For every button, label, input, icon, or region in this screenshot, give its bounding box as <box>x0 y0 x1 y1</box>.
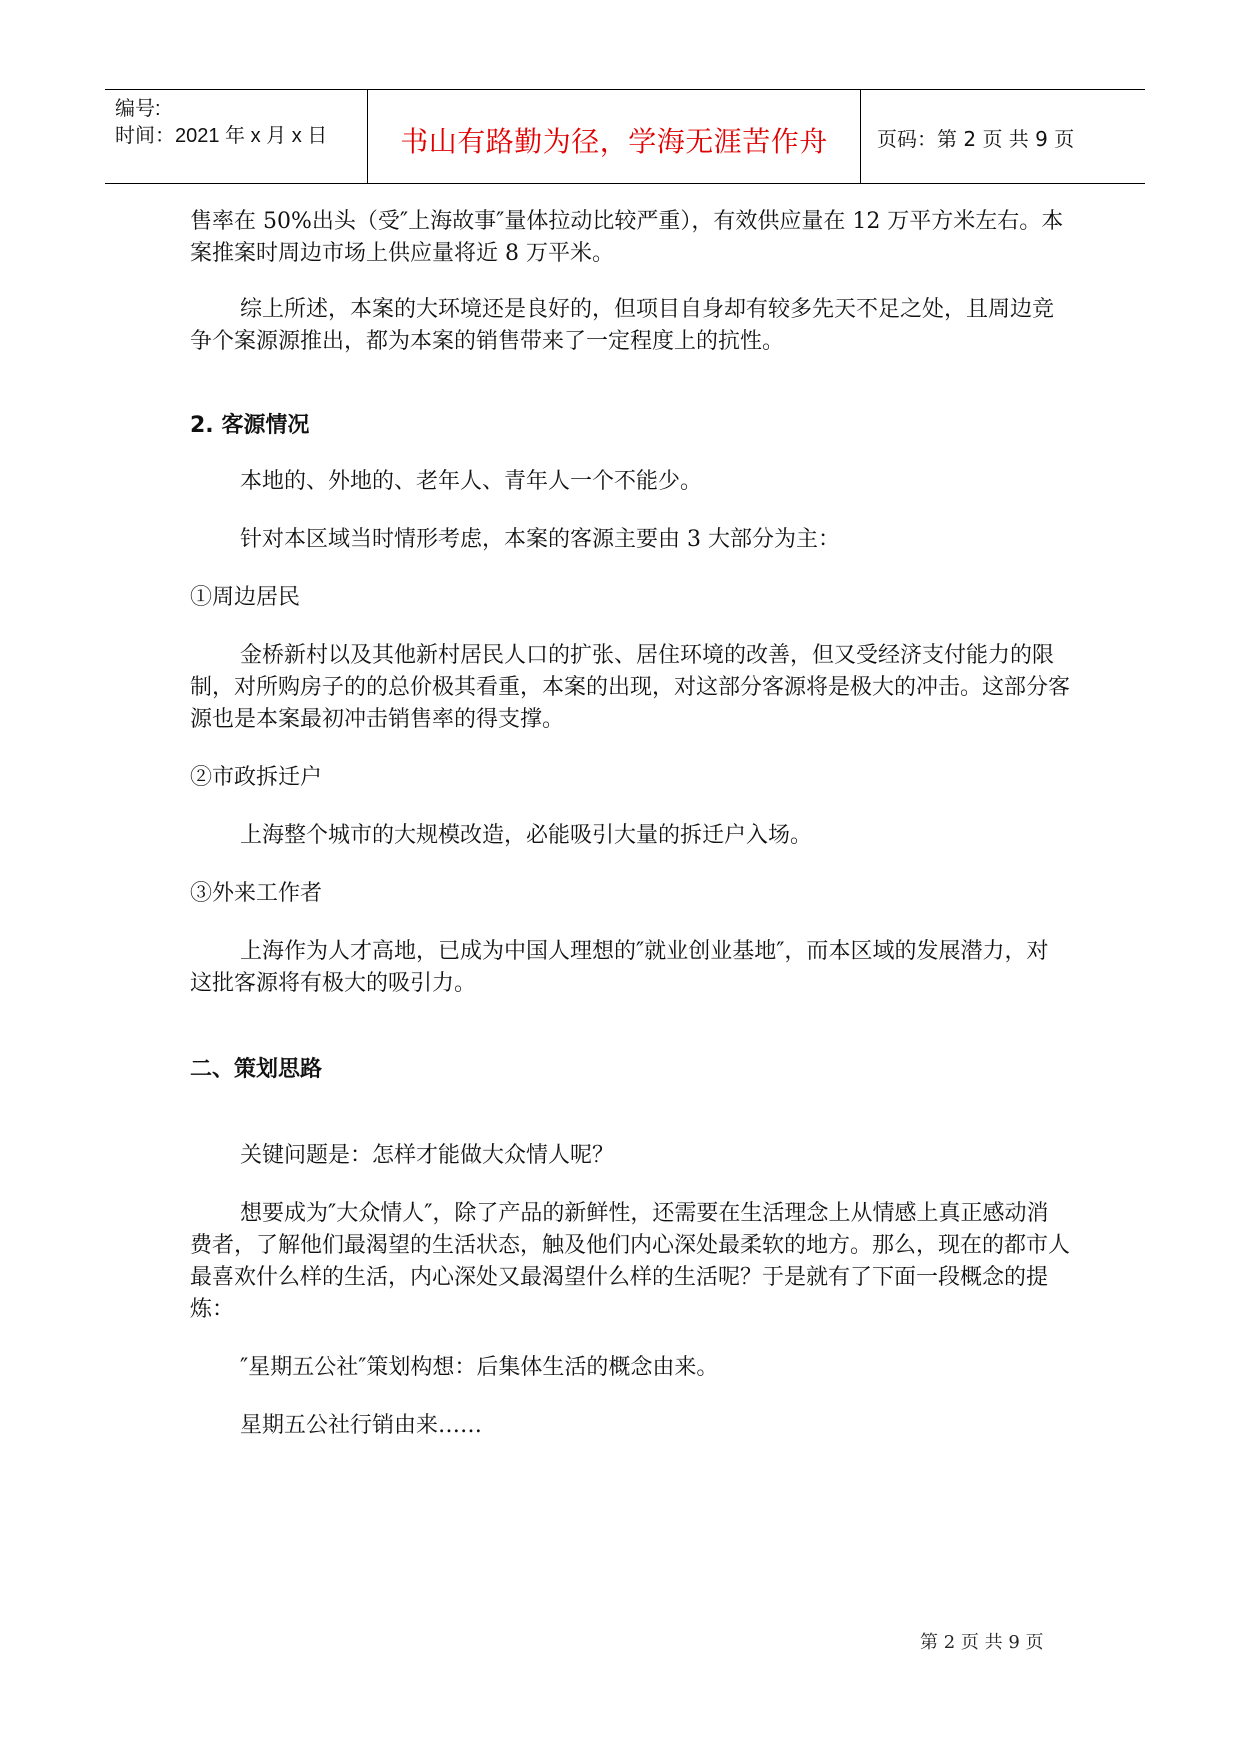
header-right-cell <box>861 90 1145 183</box>
spacer <box>190 910 1070 936</box>
spacer <box>190 1384 1070 1410</box>
list-item-title: ①周边居民 <box>190 585 301 610</box>
spacer <box>190 614 1070 640</box>
spacer <box>190 442 1070 466</box>
header-motto-cell <box>367 90 861 183</box>
serial-label: 编号: <box>115 98 161 120</box>
spacer <box>190 794 1070 820</box>
paragraph: 想要成为″大众情人″，除了产品的新鲜性，还需要在生活理念上从情感上真正感动消费者，了解他们最渴望的生活状态，触及他们内心深处最柔软的地方。那么，现在的都市人最喜欢什么样的生活，内心深处又最渴望什么样的生活呢？于是就有了下面一段概念的提炼： <box>190 1201 1071 1322</box>
paragraph: 综上所述，本案的大环境还是良好的，但项目自身却有较多先天不足之处，且周边竞争个案源源推出，都为本案的销售带来了一定程度上的抗性。 <box>190 297 1055 354</box>
paragraph: 售率在 50%出头（受″上海故事″量体拉动比较严重），有效供应量在 12 万平方米左右。本案推案时周边市场上供应量将近 8 万平米。 <box>190 209 1064 266</box>
spacer <box>190 1086 1070 1140</box>
list-item-title: ③外来工作者 <box>190 881 323 906</box>
paragraph: ″星期五公社″策划构想：后集体生活的概念由来。 <box>240 1355 719 1380</box>
section-heading: 2. 客源情况 <box>190 413 310 438</box>
list-item-title: ②市政拆迁户 <box>190 765 323 790</box>
spacer <box>190 358 1070 410</box>
spacer <box>190 270 1070 294</box>
page-footer: 第 2 页 共 9 页 <box>920 1632 1044 1653</box>
paragraph: 本地的、外地的、老年人、青年人一个不能少。 <box>240 469 703 494</box>
paragraph: 上海整个城市的大规模改造，必能吸引大量的拆迁户入场。 <box>240 823 813 848</box>
document-body <box>190 206 1070 1442</box>
paragraph: 星期五公社行销由来…… <box>240 1413 483 1438</box>
spacer <box>190 556 1070 582</box>
spacer <box>190 852 1070 878</box>
header-motto: 书山有路勤为径，学海无涯苦作舟 <box>400 125 828 158</box>
time-label: 时间：2021 年 x 月 x 日 <box>115 125 328 147</box>
paragraph: 金桥新村以及其他新村居民人口的扩张、居住环境的改善，但又受经济支付能力的限制，对所购房子的的总价极其看重，本案的出现，对这部分客源将是极大的冲击。这部分客源也是本案最初冲击销售率的得支撑。 <box>190 643 1071 732</box>
spacer <box>190 1172 1070 1198</box>
spacer <box>190 1326 1070 1352</box>
section-heading: 二、策划思路 <box>190 1057 323 1082</box>
page-header <box>105 89 1145 184</box>
spacer <box>190 736 1070 762</box>
header-left-cell <box>105 90 367 183</box>
paragraph: 上海作为人才高地，已成为中国人理想的″就业创业基地″，而本区域的发展潜力，对这批客源将有极大的吸引力。 <box>190 939 1049 996</box>
paragraph: 针对本区域当时情形考虑，本案的客源主要由 3 大部分为主： <box>240 527 840 552</box>
paragraph: 关键问题是：怎样才能做大众情人呢？ <box>240 1143 615 1168</box>
header-page-number: 页码：第 2 页 共 9 页 <box>877 127 1075 151</box>
spacer <box>190 1000 1070 1054</box>
spacer <box>190 498 1070 524</box>
